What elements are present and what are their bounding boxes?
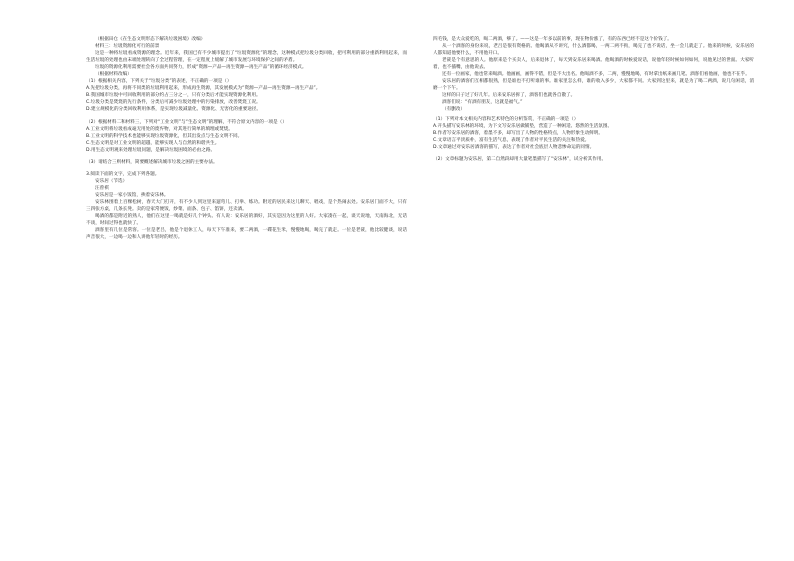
paragraph: 这是一种将垃圾看成资源的理念。近年来，我国已有不少城市提出了“垃圾资源化”的理念，这种模式把垃圾分类回收，把可利用的部分重新利用起来，而生活垃圾的处理也由末端处理转向了全过程管理，在一定程度上缓解了城市发展与环境保护之间的矛盾。 <box>86 51 407 64</box>
option-a: A.先把垃圾分类，再将不同类的垃圾利用起来，形成再生资源，其发展模式为“资源—产品—再生资源—再生产品”。 <box>86 86 321 92</box>
option-d: D.建立规模化的分类回收利用体系，是实现垃圾减量化、资源化、无害化的重要途径。 <box>86 107 261 113</box>
option-a: A.工业文明将垃圾看成毫无用处的废弃物，对其进行简单的填埋或焚烧。 <box>86 126 233 132</box>
question-stem: （3）请结合三则材料，简要概述解决城市垃圾之困的主要办法。 <box>86 159 218 165</box>
left-column <box>86 36 407 547</box>
source-note: （有删改） <box>442 107 465 113</box>
option-b: B.工业文明的科学技术也能够实现垃圾资源化，但其出发点与生态文明不同。 <box>86 133 243 139</box>
question-stem: （2）文章标题为安乐居，第二自然段却用大量笔墨描写了“安乐林”，试分析其作用。 <box>433 157 607 163</box>
option-b: B.作者写安乐居的酒客，着墨不多，却写出了人物的性格特点，人物形象生动鲜明。 <box>433 131 603 137</box>
option-a: A.开头描写安乐林的环境，为下文写安乐居做铺垫，营造了一种闲适、悠然的生活氛围。 <box>433 124 613 130</box>
option-d: D.文章通过对安乐居酒客的描写，表达了作者对社会底层人物悲惨命运的同情。 <box>433 145 595 151</box>
option-b: B.我国城市垃圾中可回收利用的部分约占三分之一，只有分类后才能实现资源化利用。 <box>86 93 261 99</box>
material-heading: 材料三：垃圾资源化可行的前景 <box>95 44 160 50</box>
article-title: 安乐居（节选） <box>95 178 128 184</box>
paragraph: 喝酒的都是附近的熟人，他们在这里一喝就是好几个钟头。有人说：安乐居的酒好，其实是因为这里的人好。大家凑在一起，谈天说地，天南海北，无话不谈，时间过得也就快了。 <box>86 214 407 227</box>
paragraph: 从一个酒客的身份来说，老吕是很有资格的。他喝酒从不讲究，什么酒都喝，一两二两不拘，喝完了也不说话，坐一会儿就走了。他来的时候，安乐居的人都知道他要什么，不用他开口。 <box>433 44 754 57</box>
source-note: （根据田仓《在生态文明形态下解决垃圾困境》改编） <box>95 37 206 42</box>
option-d: D.用生态文明观来处理垃圾问题，是解决垃圾困境的必由之路。 <box>86 147 216 153</box>
paragraph: 安乐居的酒客们互相都很熟，但是谁也不打听谁的事。谁家里怎么样，谁的收入多少，大家都不问。大家到这里来，就是为了喝二两酒，说几句闲话，消磨一个下午。 <box>433 79 754 92</box>
article-author: 汪曾祺 <box>95 185 109 191</box>
option-c: C.文章语言平淡质朴，富有生活气息，表现了作者对平民生活的关注和热爱。 <box>433 138 590 144</box>
question-stem: （1）根据相关内容，下列关于“垃圾分类”的表述，不正确的一项是（） <box>86 79 232 85</box>
source-note: （根据材料改编） <box>95 72 132 78</box>
question-stem: （1）下列对本文相关内容和艺术特色的分析鉴赏，不正确的一项是（） <box>433 117 579 123</box>
paragraph: 酒客们说：“有酒有朋友，这就是福气。” <box>442 100 523 106</box>
paragraph: 老聂是个有意思的人。他原来是个买卖人，后来退休了，每天到安乐居来喝酒。他喝酒的时候爱说话，说他年轻时候如何如何，说他见过的世面。大家听着，也不插嘴，由他说去。 <box>433 58 754 71</box>
paragraph: 这样的日子过了好几年。后来安乐居拆了，酒客们也就各自散了。 <box>442 93 576 99</box>
paragraph: 安乐居是一家小饭馆，挨着安乐林。 <box>95 192 169 198</box>
right-column <box>433 36 754 547</box>
option-c: C.垃圾分类是焚烧的先行条件，分类后可减少垃圾处理中的污染排放，改善焚烧工况。 <box>86 100 261 106</box>
paragraph: 酒客里有几位是常客。一位是老吕，他是个退休工人，每天下午准来，要二两酒，一碟花生米，慢慢地喝，喝完了就走。一位是老聂，他比较健谈，说话声音很大，一边喝一边和人讲他年轻时的经历。 <box>86 228 407 241</box>
paragraph: 还有一位画家，他也常来喝酒。他画画，画得不错，但是不大出名。他喝酒不多，二两，慢慢地喝，有时拿出纸来画几笔。酒客们看他画，他也不在乎。 <box>442 72 750 78</box>
paragraph: 安乐林围着上百棵松树，春天大门打开，有不少人到这里来遛弯儿、打拳、练功。附近的居民来这儿聊天、唱戏，是个热闹去处。安乐居门面不大，只有三四张方桌，几条长凳。卖的是家常便饭，炒菜、面条、包子、馅饼，还卖酒。 <box>86 199 407 213</box>
paragraph: 四毛钱，是大众爱吃的，喝二两酒，够了。——这是一年多以前的事，现在物价涨了，有的东西已经不是这个价钱了。 <box>433 37 672 42</box>
paragraph: 垃圾的资源化利用需要社会各方面共同努力，形成“资源—产品—再生资源—再生产品”的循环经济模式。 <box>95 65 307 71</box>
option-c: C.生态文明是对工业文明的超越，能够实现人与自然的和谐共生。 <box>86 140 220 146</box>
section-instruction: 3.阅读下面的文字，完成下列各题。 <box>86 171 160 177</box>
question-stem: （2）根据材料二和材料三，下列对“工业文明”与“生态文明”的理解，不符合原文内容的一项是（） <box>86 119 287 125</box>
